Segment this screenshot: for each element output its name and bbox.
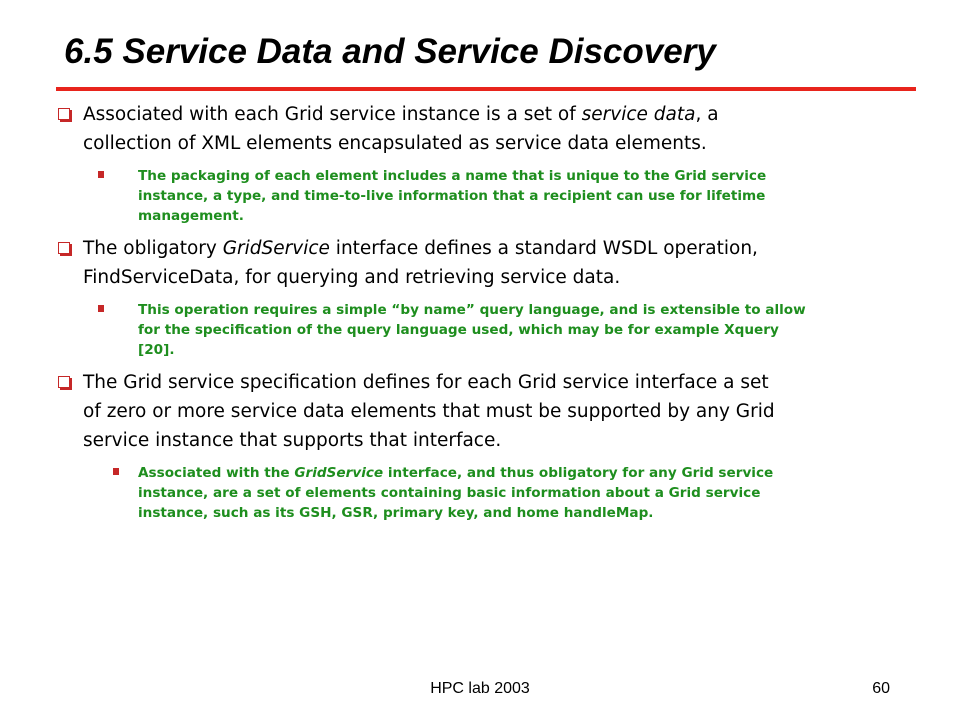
small-square-bullet-icon	[113, 468, 119, 475]
bullet-text: Associated with each Grid service instance is a set of	[83, 104, 582, 125]
bullet-line: FindServiceData, for querying and retrieving service data.	[83, 267, 621, 288]
sub-bullet-line: [20].	[138, 342, 175, 358]
square-bullet-icon	[58, 242, 70, 254]
bullet-line: The Grid service specification defines for each Grid service interface a set	[83, 372, 769, 393]
sub-bullet-item	[56, 463, 906, 523]
small-square-bullet-icon	[98, 305, 104, 312]
bullet-line	[83, 234, 906, 263]
slide-title: 6.5 Service Data and Service Discovery	[64, 32, 716, 71]
sub-bullet-line: for the specification of the query language used, which may be for example Xquery	[138, 322, 779, 338]
bullet-emphasis: service data	[581, 104, 696, 125]
bullet-item	[56, 368, 906, 455]
bullet-text: The obligatory	[83, 238, 223, 259]
bullet-text: , a	[695, 104, 719, 125]
bullet-line: of zero or more service data elements that must be supported by any Grid	[83, 401, 775, 422]
sub-bullet-text: Associated with the	[138, 465, 295, 481]
sub-bullet-text: interface, and thus obligatory for any Grid service	[383, 465, 774, 481]
page-number: 60	[872, 680, 890, 697]
footer-label: HPC lab 2003	[430, 680, 530, 697]
sub-bullet-line	[138, 463, 906, 483]
sub-bullet-item	[56, 300, 906, 360]
bullet-line: collection of XML elements encapsulated as service data elements.	[83, 133, 707, 154]
bullet-emphasis: GridService	[222, 238, 330, 259]
sub-bullet-line: instance, a type, and time-to-live information that a recipient can use for lifetime	[138, 188, 766, 204]
slide-content	[56, 100, 906, 531]
sub-bullet-line: management.	[138, 208, 244, 224]
sub-bullet-line: instance, are a set of elements containing basic information about a Grid service	[138, 485, 761, 501]
title-rule	[56, 87, 916, 91]
bullet-item	[56, 100, 906, 158]
sub-bullet-emphasis: GridService	[294, 465, 384, 481]
sub-bullet-item	[56, 166, 906, 226]
square-bullet-icon	[58, 108, 70, 120]
square-bullet-icon	[58, 376, 70, 388]
bullet-item	[56, 234, 906, 292]
bullet-line	[83, 100, 906, 129]
bullet-line: service instance that supports that interface.	[83, 430, 502, 451]
sub-bullet-line: The packaging of each element includes a name that is unique to the Grid service	[138, 168, 767, 184]
bullet-text: interface defines a standard WSDL operation,	[329, 238, 758, 259]
sub-bullet-line: This operation requires a simple “by name” query language, and is extensible to allow	[138, 302, 806, 318]
small-square-bullet-icon	[98, 171, 104, 178]
sub-bullet-line: instance, such as its GSH, GSR, primary key, and home handleMap.	[138, 505, 654, 521]
